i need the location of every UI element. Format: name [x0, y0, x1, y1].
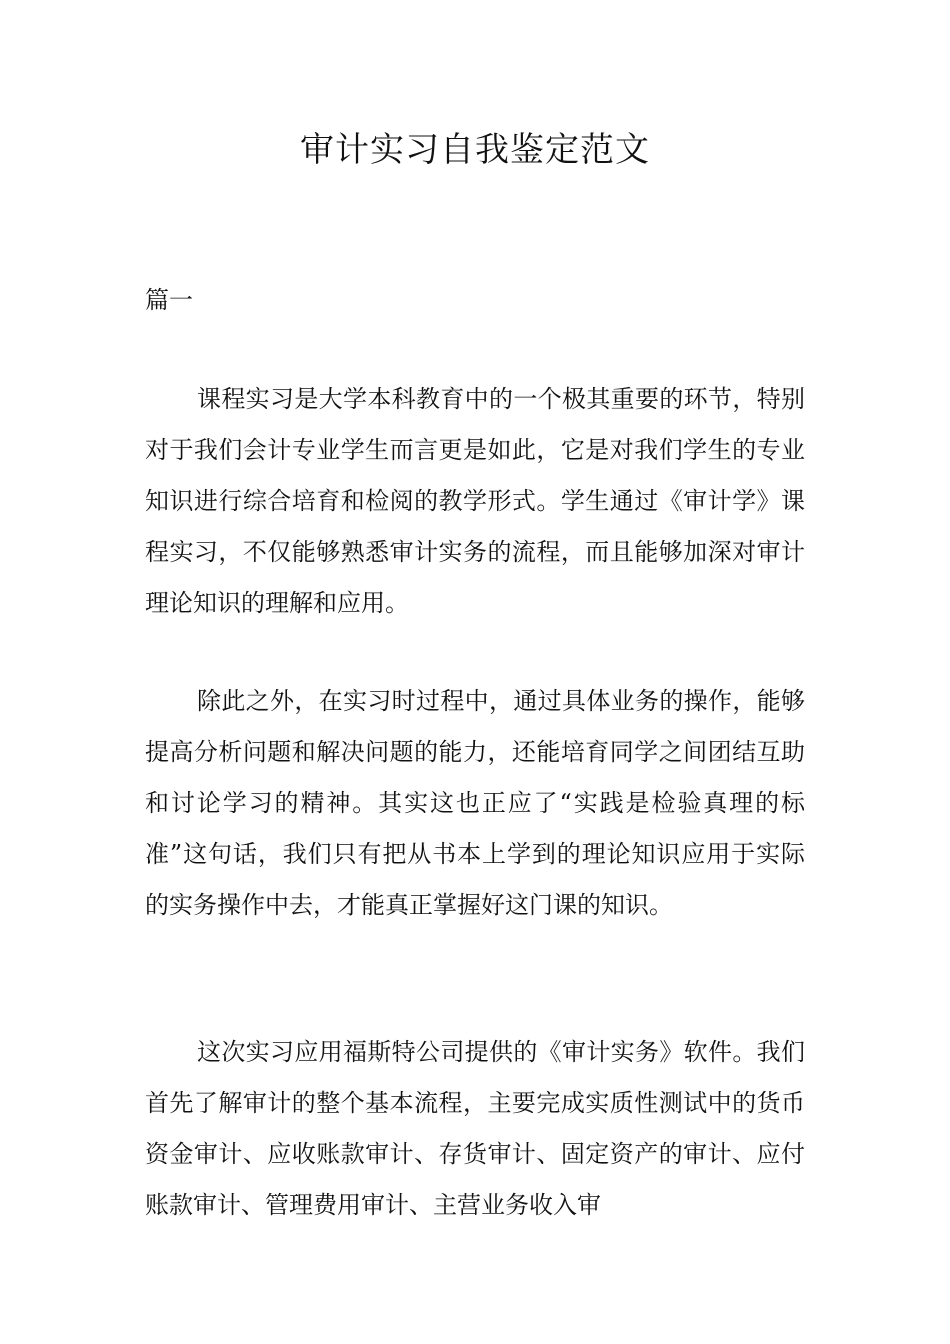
paragraph-2: 除此之外，在实习时过程中，通过具体业务的操作，能够提高分析问题和解决问题的能力，还能培育同学之间团结互助和讨论学习的精神。其实这也正应了“实践是检验真理的标准”这句话，我们只有把从书本上学到的理论知识应用于实际的实务操作中去，才能真正掌握好这门课的知识。 [145, 687, 805, 919]
section-label: 篇一 [145, 286, 193, 314]
paragraph-1: 课程实习是大学本科教育中的一个极其重要的环节，特别对于我们会计专业学生而言更是如此，它是对我们学生的专业知识进行综合培育和检阅的教学形式。学生通过《审计学》课程实习，不仅能够熟悉审计实务的流程，而且能够加深对审计理论知识的理解和应用。 [145, 385, 805, 617]
paragraph-3: 这次实习应用福斯特公司提供的《审计实务》软件。我们首先了解审计的整个基本流程，主要完成实质性测试中的货币资金审计、应收账款审计、存货审计、固定资产的审计、应付账款审计、管理费用审计、主营业务收入审 [145, 1038, 805, 1219]
document-title: 审计实习自我鉴定范文 [300, 130, 650, 170]
